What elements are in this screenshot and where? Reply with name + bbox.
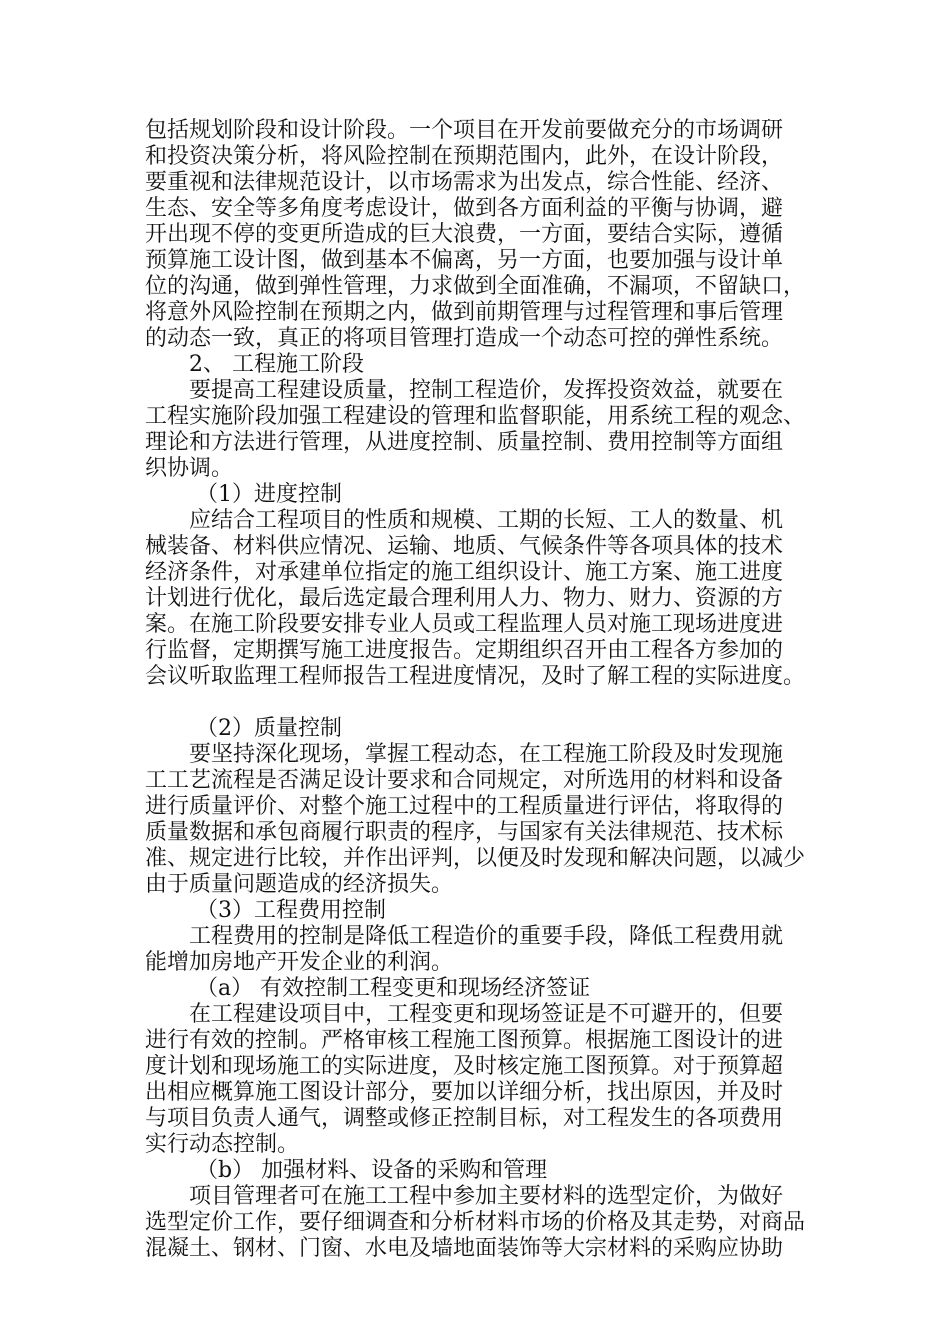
text-line: 应结合工程项目的性质和规模、工期的长短、工人的数量、机 [189,508,784,533]
paragraph-cost-control [145,924,815,976]
text-line: 进行质量评价、对整个施工过程中的工程质量进行评估，将取得的 [145,794,784,819]
text-line: 选型定价工作，要仔细调查和分析材料市场的价格及其走势，对商品 [145,1210,806,1235]
text-line: 行监督，定期撰写施工进度报告。定期组织召开由工程各方参加的 [145,638,784,663]
text-line: 项目管理者可在施工工程中参加主要材料的选型定价，为做好 [189,1184,784,1209]
paragraph-quality-control [145,742,815,898]
text-line: 预算施工设计图，做到基本不偏离，另一方面，也要加强与设计单 [145,248,784,273]
subheading-progress-control: （1）进度控制 [196,482,342,507]
text-line: 和投资决策分析，将风险控制在预期范围内，此外，在设计阶段， [145,144,784,169]
paragraph-design-phase [145,118,815,352]
subheading-cost-control: （3）工程费用控制 [196,898,386,923]
subheading-change-control: （a） 有效控制工程变更和现场经济签证 [196,976,591,1001]
text-line: 将意外风险控制在预期之内，做到前期管理与过程管理和事后管理 [145,300,784,325]
text-line: 度计划和现场施工的实际进度，及时核定施工图预算。对于预算超 [145,1054,784,1079]
text-line: 质量数据和承包商履行职责的程序，与国家有关法律规范、技术标 [145,820,784,845]
subheading-materials-procurement: （b） 加强材料、设备的采购和管理 [196,1158,548,1183]
text-line: 经济条件，对承建单位指定的施工组织设计、施工方案、施工进度 [145,560,784,585]
text-line: 在工程建设项目中，工程变更和现场签证是不可避开的，但要 [189,1002,784,1027]
text-line: 要坚持深化现场，掌握工程动态，在工程施工阶段及时发现施 [189,742,784,767]
text-line: 进行有效的控制。严格审核工程施工图预算。根据施工图设计的进 [145,1028,784,1053]
text-line: 理论和方法进行管理，从进度控制、质量控制、费用控制等方面组 [145,430,784,455]
text-line: 能增加房地产开发企业的利润。 [145,950,454,975]
text-line: 包括规划阶段和设计阶段。一个项目在开发前要做充分的市场调研 [145,118,784,143]
text-line: 要提高工程建设质量，控制工程造价，发挥投资效益，就要在 [189,378,784,403]
text-line: 生态、安全等多角度考虑设计，做到各方面利益的平衡与协调，避 [145,196,784,221]
text-line: 出相应概算施工图设计部分，要加以详细分析，找出原因，并及时 [145,1080,784,1105]
text-line: 会议听取监理工程师报告工程进度情况，及时了解工程的实际进度。 [145,664,806,689]
paragraph-progress-control [145,508,815,690]
text-line: 案。在施工阶段要安排专业人员或工程监理人员对施工现场进度进 [145,612,784,637]
document-page [145,118,815,1262]
text-line: 由于质量问题造成的经济损失。 [145,872,454,897]
text-line: 要重视和法律规范设计，以市场需求为出发点，综合性能、经济、 [145,170,784,195]
text-line: 混凝土、钢材、门窗、水电及墙地面装饰等大宗材料的采购应协助 [145,1236,784,1261]
paragraph-change-control [145,1002,815,1158]
paragraph-materials-procurement [145,1184,815,1262]
text-line: 的动态一致，真正的将项目管理打造成一个动态可控的弹性系统。 [145,326,784,351]
text-line: 工工艺流程是否满足设计要求和合同规定，对所选用的材料和设备 [145,768,784,793]
text-line: 与项目负责人通气，调整或修正控制目标，对工程发生的各项费用 [145,1106,784,1131]
text-line: 实行动态控制。 [145,1132,300,1157]
text-line: 位的沟通，做到弹性管理，力求做到全面准确，不漏项，不留缺口， [145,274,806,299]
text-line: 开出现不停的变更所造成的巨大浪费，一方面，要结合实际，遵循 [145,222,784,247]
subheading-quality-control: （2）质量控制 [196,716,342,741]
text-line: 计划进行优化，最后选定最合理利用人力、物力、财力、资源的方 [145,586,784,611]
text-line: 织协调。 [145,456,234,481]
paragraph-construction-intro [145,378,815,482]
text-line: 械装备、材料供应情况、运输、地质、气候条件等各项具体的技术 [145,534,784,559]
text-line: 工程费用的控制是降低工程造价的重要手段，降低工程费用就 [189,924,784,949]
text-line: 工程实施阶段加强工程建设的管理和监督职能，用系统工程的观念、 [145,404,806,429]
text-line: 准、规定进行比较，并作出评判，以便及时发现和解决问题，以减少 [145,846,806,871]
section-heading-construction: 2、 工程施工阶段 [189,352,364,377]
blank-line [145,690,815,716]
